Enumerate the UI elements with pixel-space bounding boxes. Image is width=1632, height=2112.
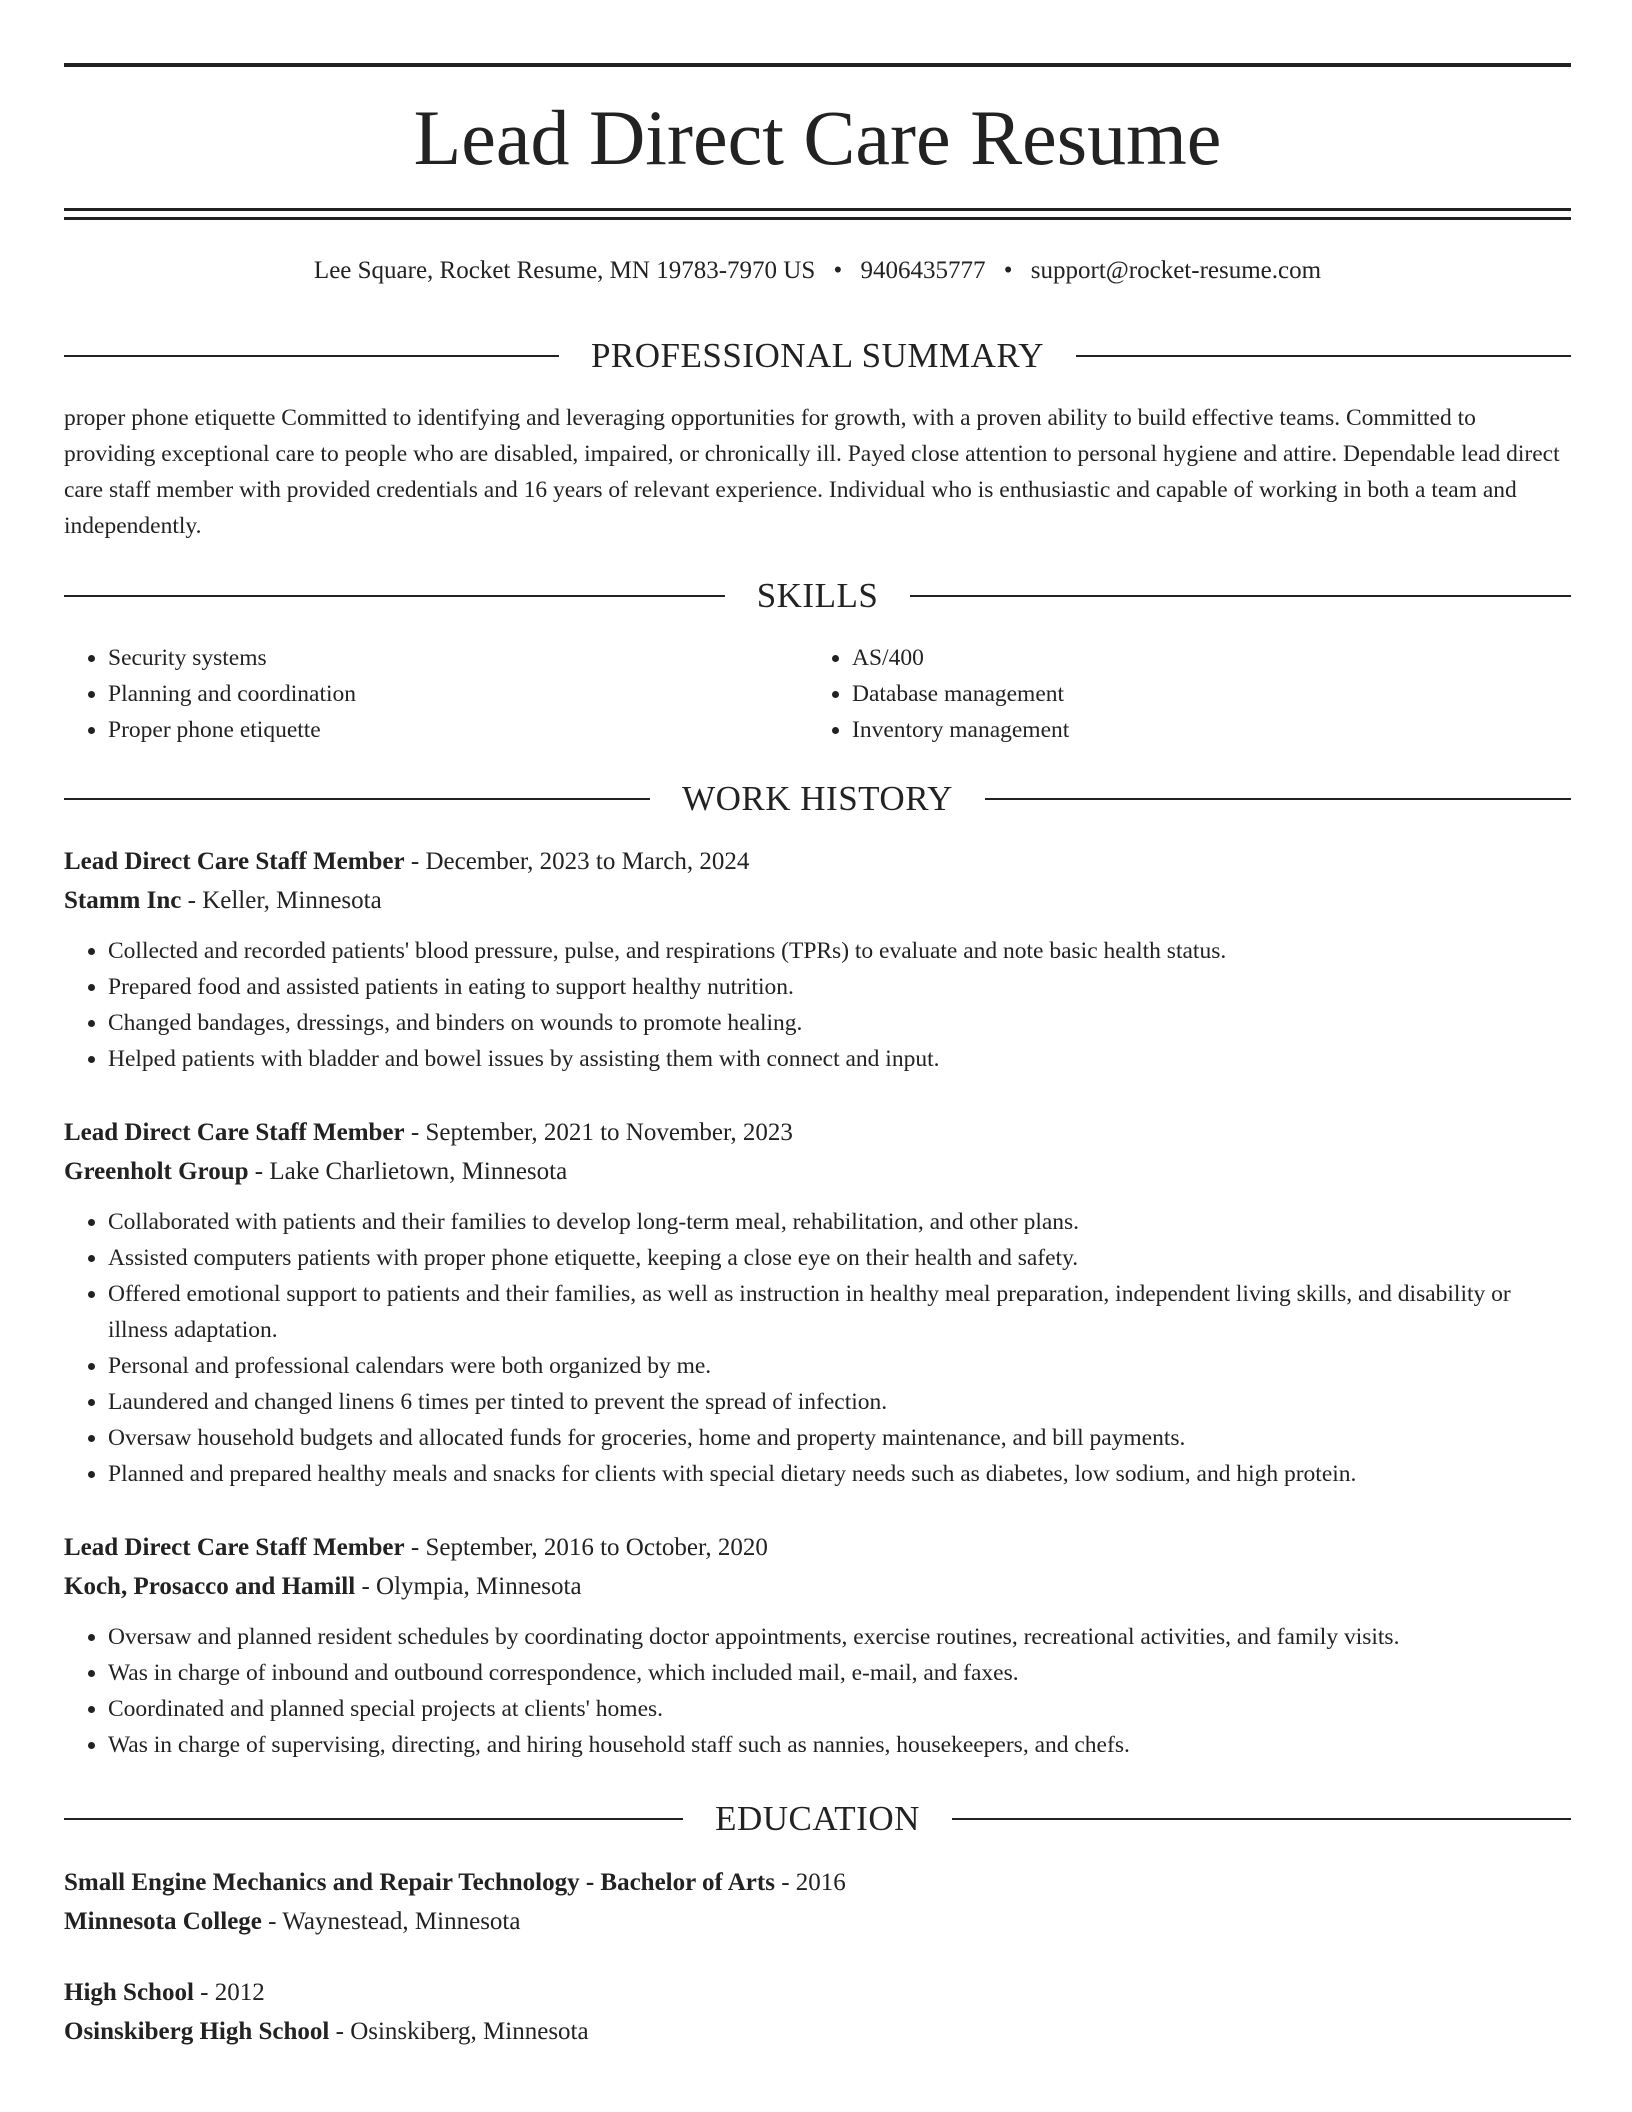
title-rule-upper xyxy=(64,208,1571,211)
education-entry xyxy=(64,1974,1571,2052)
job-company: Koch, Prosacco and Hamill xyxy=(64,1573,356,1600)
job-bullet: • Offered emotional support to patients and their families, as well as instruction in healthy meal preparation, independent living skills, and disability or illness adaptation. xyxy=(108,1276,1571,1348)
skill-item: • AS/400 xyxy=(852,640,1552,676)
skills-column-left xyxy=(64,640,808,748)
job-bullet: • Helped patients with bladder and bowel issues by assisting them with connect and input. xyxy=(108,1041,1571,1077)
education-location: Osinskiberg, Minnesota xyxy=(350,2018,589,2045)
section-header-education xyxy=(64,1797,1571,1841)
education-degree: Small Engine Mechanics and Repair Technology - Bachelor of Arts xyxy=(64,1869,775,1896)
job-entry xyxy=(64,1114,1571,1492)
job-title: Lead Direct Care Staff Member xyxy=(64,1119,405,1146)
job-location: Lake Charlietown, Minnesota xyxy=(269,1158,568,1185)
resume-title: Lead Direct Care Resume xyxy=(413,94,1222,181)
contact-address: Lee Square, Rocket Resume, MN 19783-7970 US xyxy=(313,257,816,284)
job-heading xyxy=(64,843,1571,881)
skill-item: • Inventory management xyxy=(852,712,1552,748)
education-heading xyxy=(64,1864,1571,1902)
job-bullet: • Planned and prepared healthy meals and snacks for clients with special dietary needs such as diabetes, low sodium, and high protein. xyxy=(108,1456,1571,1492)
education-degree: High School xyxy=(64,1979,194,2006)
contact-phone: 9406435777 xyxy=(860,257,986,284)
dash: - xyxy=(254,1158,264,1185)
skill-item: • Planning and coordination xyxy=(108,676,808,712)
contact-email: support@rocket-resume.com xyxy=(1030,257,1322,284)
skills-column-right xyxy=(808,640,1552,748)
job-company-line xyxy=(64,1567,1571,1607)
section-title-skills: SKILLS xyxy=(725,576,911,615)
section-title-work: WORK HISTORY xyxy=(650,779,985,818)
job-company-line xyxy=(64,881,1571,921)
contact-line xyxy=(64,254,1571,288)
section-title-summary: PROFESSIONAL SUMMARY xyxy=(559,336,1076,375)
job-company-line xyxy=(64,1152,1571,1192)
skill-item: • Proper phone etiquette xyxy=(108,712,808,748)
contact-separator: • xyxy=(1003,257,1013,284)
job-dates: September, 2016 to October, 2020 xyxy=(425,1534,768,1561)
job-bullet: • Oversaw and planned resident schedules by coordinating doctor appointments, exercise routines, recreational activities, and family visits. xyxy=(108,1619,1571,1655)
job-location: Keller, Minnesota xyxy=(202,887,382,914)
job-company: Stamm Inc xyxy=(64,887,182,914)
job-bullet: • Personal and professional calendars were both organized by me. xyxy=(108,1348,1571,1384)
job-heading xyxy=(64,1114,1571,1152)
job-bullets xyxy=(64,1619,1571,1763)
dash: - xyxy=(187,887,196,914)
job-bullet: • Was in charge of supervising, directing, and hiring household staff such as nannies, housekeepers, and chefs. xyxy=(108,1727,1571,1763)
dash: - xyxy=(361,1573,370,1600)
job-title: Lead Direct Care Staff Member xyxy=(64,1534,405,1561)
section-header-work xyxy=(64,777,1571,821)
education-school-line xyxy=(64,2012,1571,2052)
dash: - xyxy=(268,1908,277,1935)
job-bullet: • Changed bandages, dressings, and binders on wounds to promote healing. xyxy=(108,1005,1571,1041)
education-school-line xyxy=(64,1902,1571,1942)
job-company: Greenholt Group xyxy=(64,1158,249,1185)
job-dates: September, 2021 to November, 2023 xyxy=(425,1119,793,1146)
job-entry xyxy=(64,843,1571,1077)
dash: - xyxy=(781,1869,790,1896)
education-school: Minnesota College xyxy=(64,1908,262,1935)
section-title-education: EDUCATION xyxy=(683,1799,952,1838)
education-location: Waynestead, Minnesota xyxy=(282,1908,521,1935)
dash: - xyxy=(200,1979,209,2006)
section-header-skills xyxy=(64,574,1571,618)
job-bullets xyxy=(64,1204,1571,1492)
education-entry xyxy=(64,1864,1571,1942)
skills-list xyxy=(64,640,1571,748)
education-school: Osinskiberg High School xyxy=(64,2018,330,2045)
job-bullet: • Collaborated with patients and their families to develop long-term meal, rehabilitation, and other plans. xyxy=(108,1204,1571,1240)
dash: - xyxy=(410,1534,420,1561)
job-bullet: • Oversaw household budgets and allocated funds for groceries, home and property maintenance, and bill payments. xyxy=(108,1420,1571,1456)
education-heading xyxy=(64,1974,1571,2012)
education-year: 2016 xyxy=(795,1869,846,1896)
job-bullets xyxy=(64,933,1571,1077)
job-location: Olympia, Minnesota xyxy=(376,1573,582,1600)
top-rule xyxy=(64,63,1571,67)
job-bullet: • Was in charge of inbound and outbound correspondence, which included mail, e-mail, and faxes. xyxy=(108,1655,1571,1691)
job-bullet: • Laundered and changed linens 6 times per tinted to prevent the spread of infection. xyxy=(108,1384,1571,1420)
job-bullet: • Prepared food and assisted patients in eating to support healthy nutrition. xyxy=(108,969,1571,1005)
section-header-summary xyxy=(64,334,1571,378)
education-year: 2012 xyxy=(214,1979,265,2006)
dash: - xyxy=(410,848,420,875)
job-heading xyxy=(64,1529,1571,1567)
job-dates: December, 2023 to March, 2024 xyxy=(425,848,750,875)
title-rule-lower xyxy=(64,217,1571,220)
contact-separator: • xyxy=(833,257,843,284)
skill-item: • Database management xyxy=(852,676,1552,712)
job-bullet: • Assisted computers patients with proper phone etiquette, keeping a close eye on their health and safety. xyxy=(108,1240,1571,1276)
dash: - xyxy=(410,1119,420,1146)
skill-item: • Security systems xyxy=(108,640,808,676)
job-entry xyxy=(64,1529,1571,1763)
dash: - xyxy=(335,2018,344,2045)
job-title: Lead Direct Care Staff Member xyxy=(64,848,405,875)
job-bullet: • Collected and recorded patients' blood pressure, pulse, and respirations (TPRs) to evaluate and note basic health status. xyxy=(108,933,1571,969)
job-bullet: • Coordinated and planned special projects at clients' homes. xyxy=(108,1691,1571,1727)
summary-text: proper phone etiquette Committed to identifying and leveraging opportunities for growth, with a proven ability to build effective teams. Committed to providing exceptional care to people who are disabled, impaired, or chronically ill. Payed close attention to personal hygiene and attire. Dependable lead direct care staff member with provided credentials and 16 years of relevant experience. Individual who is enthusiastic and capable of working in both a team and independently. xyxy=(64,405,1560,539)
